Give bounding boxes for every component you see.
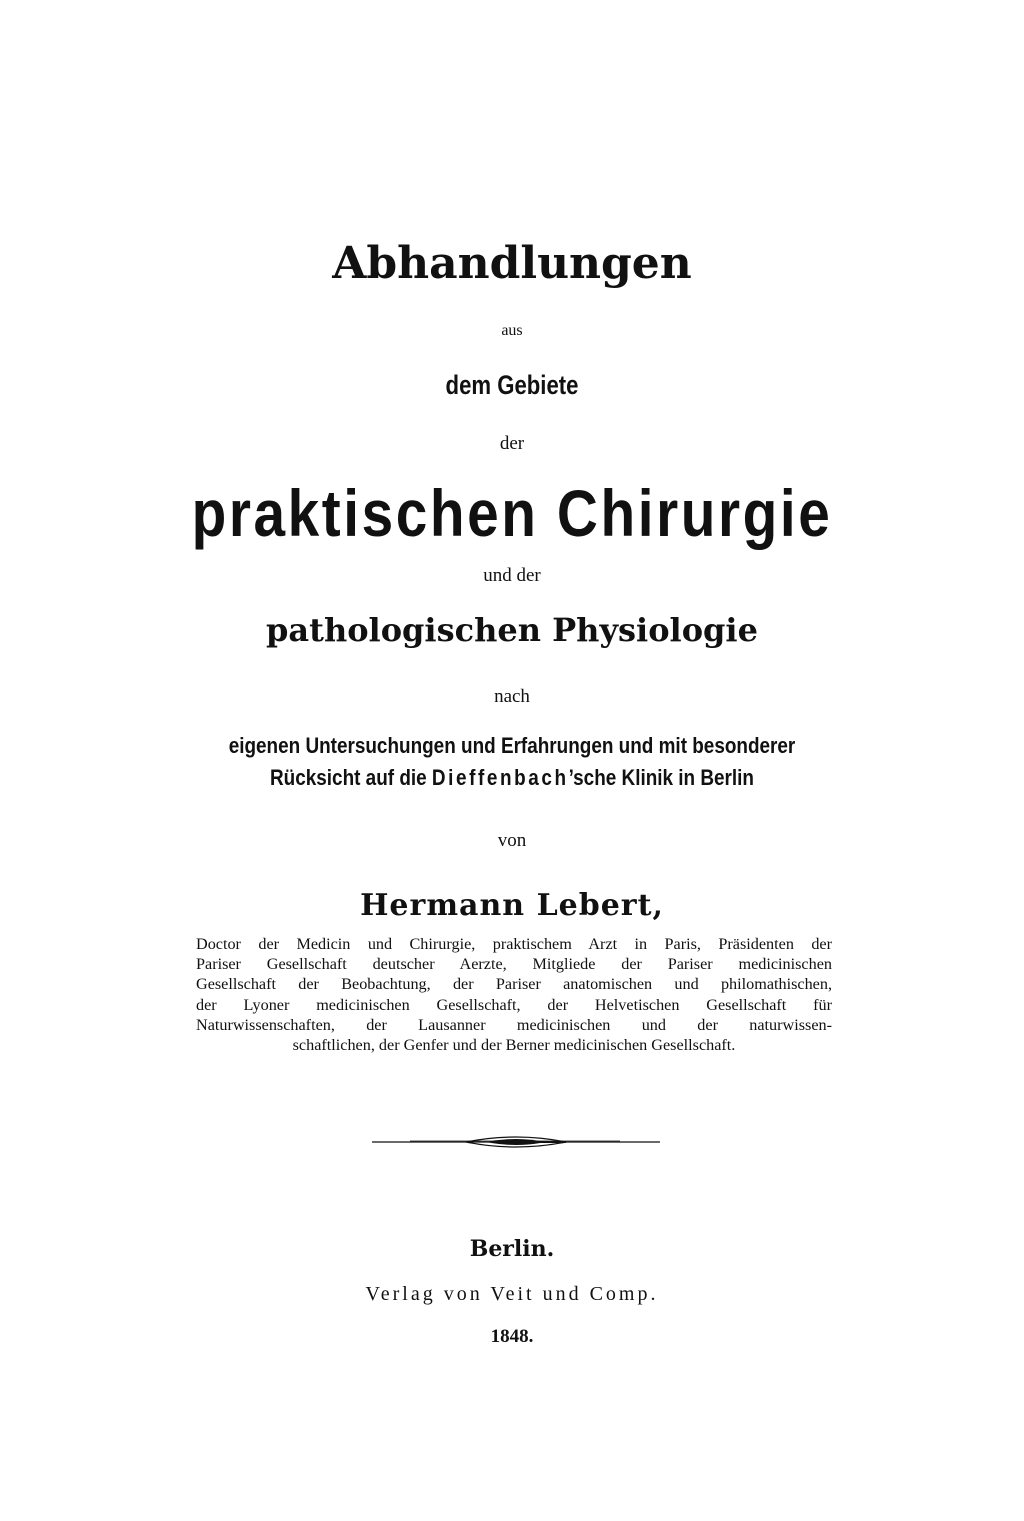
word-von: von (497, 830, 527, 851)
method-line-1: eigenen Untersuchungen und Erfahrungen und mit besonderer (228, 733, 796, 758)
credentials-line: Gesellschaft der Beobachtung, der Pariser anatomischen und philomathischen, (196, 975, 832, 994)
credentials-line: der Lyoner medicinischen Gesellschaft, der Helvetischen Gesellschaft für (196, 995, 832, 1014)
author-credentials (196, 934, 832, 1055)
book-title: Abhandlungen (332, 238, 692, 289)
imprint-year: 1848. (490, 1326, 534, 1347)
imprint-city: Berlin. (469, 1236, 555, 1262)
method-line-2-post: ’sche Klinik in Berlin (568, 765, 754, 790)
imprint-publisher: Verlag von Veit und Comp. (365, 1283, 659, 1305)
credentials-line: Doctor der Medicin und Chirurgie, praktischem Arzt in Paris, Präsidenten der (196, 935, 832, 953)
subject-main: praktischen Chirurgie (191, 476, 833, 550)
word-und-der: und der (483, 565, 541, 586)
author-name: Hermann Lebert, (360, 888, 664, 923)
subtitle-gebiete: dem Gebiete (445, 370, 579, 400)
credentials-line: Naturwissenschaften, der Lausanner medicinischen und der naturwissen- (196, 1015, 832, 1034)
word-aus: aus (501, 322, 523, 339)
method-line-2-name: Dieffenbach (431, 765, 569, 790)
word-der: der (499, 433, 525, 454)
subject-second: pathologischen Physiologie (266, 611, 758, 649)
method-line-2-pre: Rücksicht auf die (270, 765, 432, 790)
word-nach: nach (494, 686, 530, 707)
ornament-rule (370, 1130, 662, 1156)
credentials-line: schaftlichen, der Genfer und der Berner medicinischen Gesellschaft. (292, 1036, 736, 1055)
method-line-2 (72, 765, 953, 791)
credentials-line: Pariser Gesellschaft deutscher Aerzte, Mitgliede der Pariser medicinischen (196, 955, 832, 974)
